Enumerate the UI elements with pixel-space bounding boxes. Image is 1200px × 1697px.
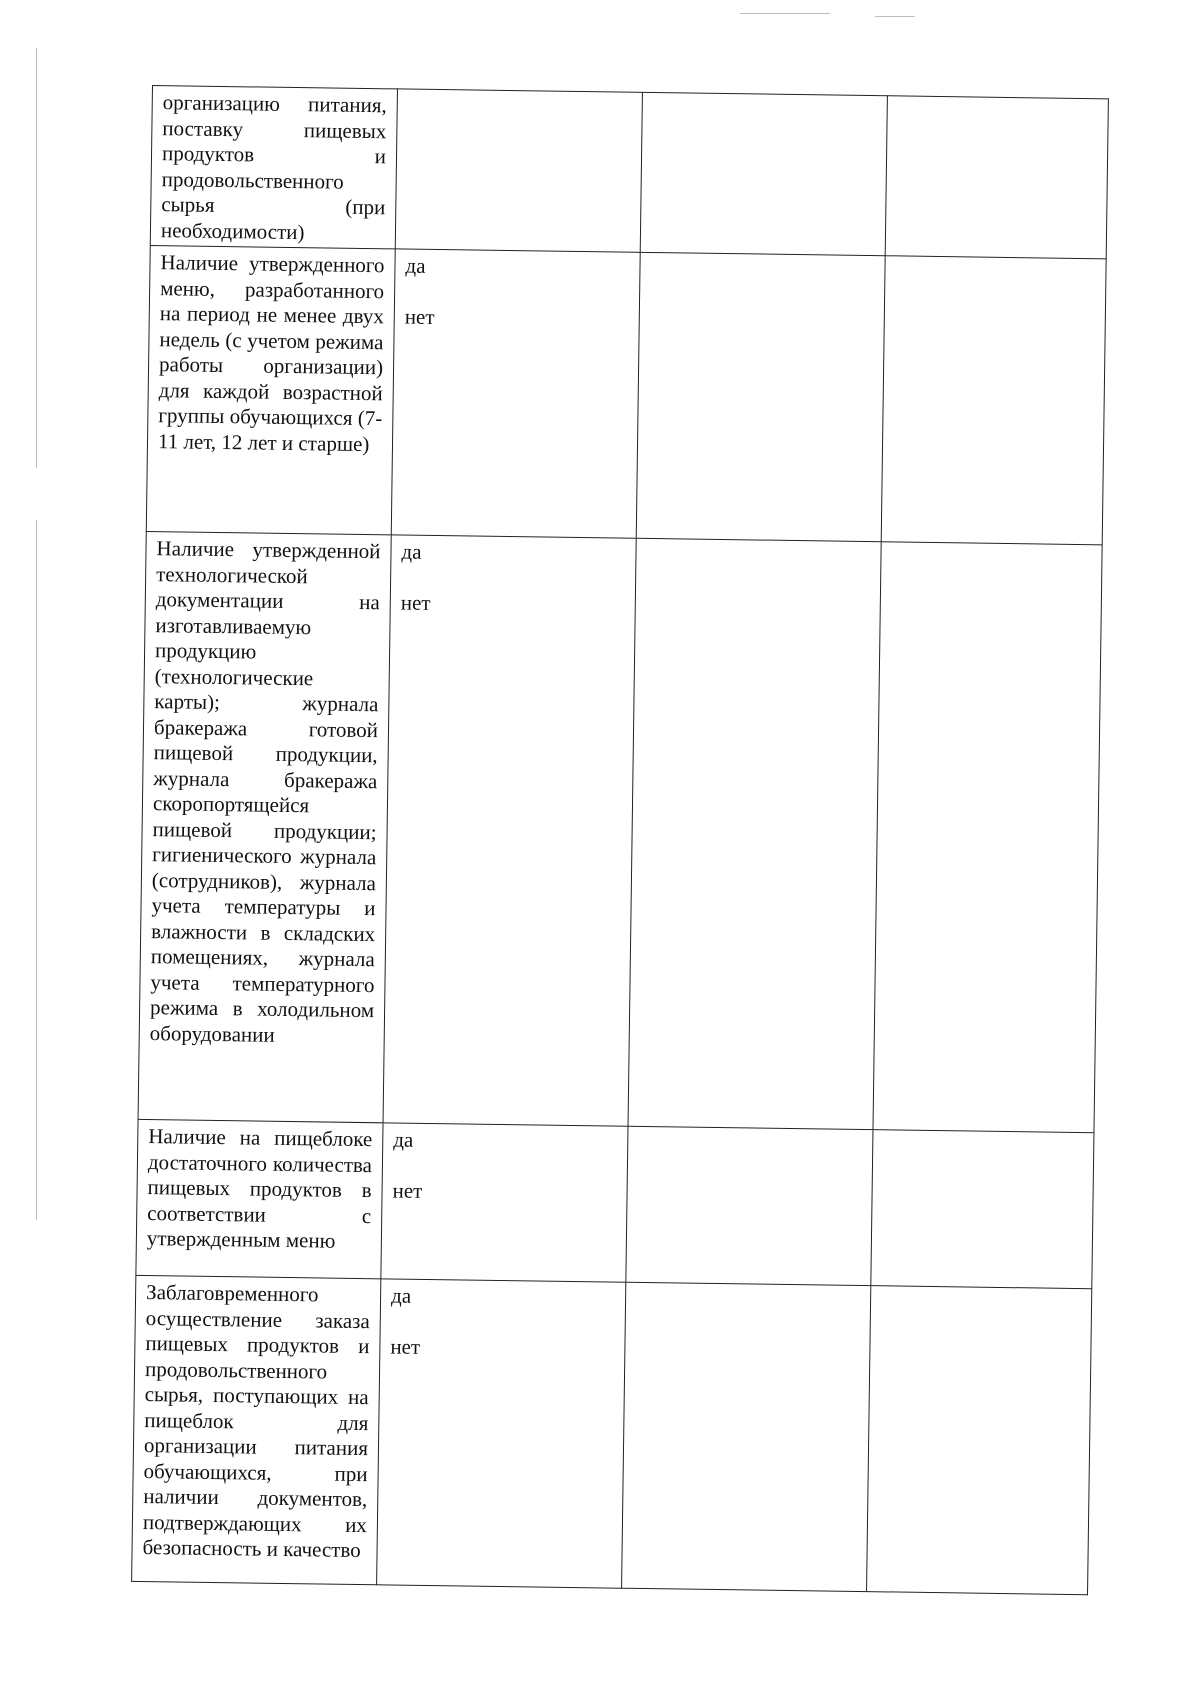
answer-cell <box>383 535 636 1126</box>
table-row <box>136 1119 1094 1288</box>
option-yes: да <box>393 1127 414 1152</box>
option-yes: да <box>390 1283 412 1308</box>
blank-cell <box>881 256 1106 545</box>
blank-cell <box>636 252 885 541</box>
answer-cell <box>391 249 640 538</box>
blank-cell <box>640 92 887 255</box>
answer-cell <box>395 89 642 252</box>
criterion-cell: Заблаговременного осуществление заказа пищевых продуктов и продовольственного сырья, поступающих на пищеблок для организации питания обучающихся, при наличии документов, подтверждающих их безопасность и качество <box>132 1275 381 1584</box>
criterion-cell: Наличие на пищеблоке достаточного количества пищевых продуктов в соответствии с утвержденным меню <box>136 1119 383 1278</box>
blank-cell <box>628 538 881 1129</box>
scan-edge-mark <box>36 48 37 468</box>
criterion-cell: Наличие утвержденного меню, разработанного на период не менее двух недель (с учетом режима работы организации) для каждой возрастной группы обучающихся (7-11 лет, 12 лет и старше) <box>146 245 395 534</box>
option-no: нет <box>390 1334 421 1359</box>
scan-edge-mark <box>36 520 37 1220</box>
blank-cell <box>867 1286 1092 1595</box>
blank-cell <box>871 1130 1094 1289</box>
criterion-cell: Наличие утвержденной технологической документации на изготавливаемую продукцию (технологические карты); журнала бракеража готовой пищевой продукции, журнала бракеража скоропортящейся пищевой продукции; гигиенического журнала (сотрудников), журнала учета температуры и влажности в складских помещениях, журнала учета температурного режима в холодильном оборудовании <box>138 531 391 1122</box>
table-row <box>138 531 1102 1132</box>
option-yes: да <box>401 539 422 564</box>
blank-cell <box>873 542 1102 1133</box>
answer-cell <box>377 1279 626 1588</box>
option-no: нет <box>392 1178 423 1203</box>
scan-top-mark <box>875 16 915 17</box>
table-row <box>132 1275 1092 1594</box>
table-row <box>146 245 1106 544</box>
option-yes: да <box>405 253 426 278</box>
scan-top-mark <box>740 13 830 14</box>
evaluation-table <box>131 85 1109 1595</box>
blank-cell <box>885 96 1108 259</box>
answer-cell <box>381 1123 628 1282</box>
criterion-cell: организацию питания, поставку пищевых продуктов и продовольственного сырья (при необходимости) <box>150 86 397 249</box>
option-no: нет <box>400 590 431 615</box>
table-row <box>150 86 1108 259</box>
blank-cell <box>622 1282 871 1591</box>
option-no: нет <box>404 304 435 329</box>
blank-cell <box>626 1126 873 1285</box>
